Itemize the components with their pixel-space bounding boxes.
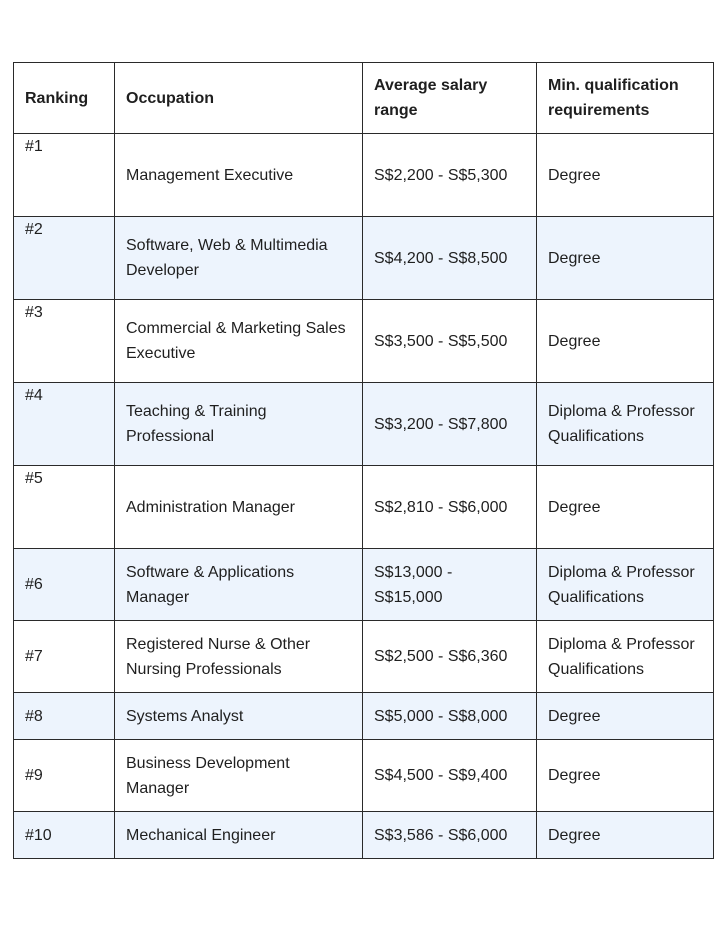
- occupation-cell: Business Development Manager: [115, 740, 363, 812]
- table-row: [14, 812, 714, 859]
- occupation-cell: Systems Analyst: [115, 693, 363, 740]
- header-occupation: Occupation: [115, 63, 363, 134]
- table-row: [14, 466, 714, 549]
- occupation-cell: Software & Applications Manager: [115, 549, 363, 621]
- qualification-cell: Diploma & Professor Qualifications: [537, 383, 714, 466]
- table-row: [14, 693, 714, 740]
- occupation-salary-table: [13, 62, 714, 859]
- rank-cell: #2: [14, 217, 115, 300]
- occupation-cell: Teaching & Training Professional: [115, 383, 363, 466]
- qualification-cell: Degree: [537, 693, 714, 740]
- rank-cell: #5: [14, 466, 115, 549]
- occupation-cell: Registered Nurse & Other Nursing Professionals: [115, 621, 363, 693]
- table-row: [14, 621, 714, 693]
- rank-cell: #3: [14, 300, 115, 383]
- table-row: [14, 383, 714, 466]
- header-salary: Average salary range: [363, 63, 537, 134]
- salary-cell: S$3,500 - S$5,500: [363, 300, 537, 383]
- qualification-cell: Degree: [537, 812, 714, 859]
- salary-cell: S$4,200 - S$8,500: [363, 217, 537, 300]
- rank-cell: #9: [14, 740, 115, 812]
- qualification-cell: Degree: [537, 217, 714, 300]
- qualification-cell: Degree: [537, 300, 714, 383]
- rank-cell: #4: [14, 383, 115, 466]
- table-row: [14, 740, 714, 812]
- salary-cell: S$4,500 - S$9,400: [363, 740, 537, 812]
- table-row: [14, 549, 714, 621]
- qualification-cell: Diploma & Professor Qualifications: [537, 621, 714, 693]
- qualification-cell: Degree: [537, 740, 714, 812]
- salary-cell: S$3,586 - S$6,000: [363, 812, 537, 859]
- header-ranking: Ranking: [14, 63, 115, 134]
- table-row: [14, 217, 714, 300]
- occupation-cell: Management Executive: [115, 134, 363, 217]
- salary-cell: S$2,500 - S$6,360: [363, 621, 537, 693]
- table-row: [14, 300, 714, 383]
- occupation-cell: Commercial & Marketing Sales Executive: [115, 300, 363, 383]
- rank-cell: #1: [14, 134, 115, 217]
- salary-cell: S$3,200 - S$7,800: [363, 383, 537, 466]
- rank-cell: #8: [14, 693, 115, 740]
- rank-cell: #10: [14, 812, 115, 859]
- occupation-cell: Mechanical Engineer: [115, 812, 363, 859]
- salary-cell: S$13,000 - S$15,000: [363, 549, 537, 621]
- table-row: [14, 134, 714, 217]
- header-qualification: Min. qualification requirements: [537, 63, 714, 134]
- salary-cell: S$2,810 - S$6,000: [363, 466, 537, 549]
- salary-cell: S$2,200 - S$5,300: [363, 134, 537, 217]
- qualification-cell: Diploma & Professor Qualifications: [537, 549, 714, 621]
- rank-cell: #6: [14, 549, 115, 621]
- salary-cell: S$5,000 - S$8,000: [363, 693, 537, 740]
- rank-cell: #7: [14, 621, 115, 693]
- occupation-cell: Administration Manager: [115, 466, 363, 549]
- qualification-cell: Degree: [537, 134, 714, 217]
- qualification-cell: Degree: [537, 466, 714, 549]
- occupation-cell: Software, Web & Multimedia Developer: [115, 217, 363, 300]
- table-header-row: [14, 63, 714, 134]
